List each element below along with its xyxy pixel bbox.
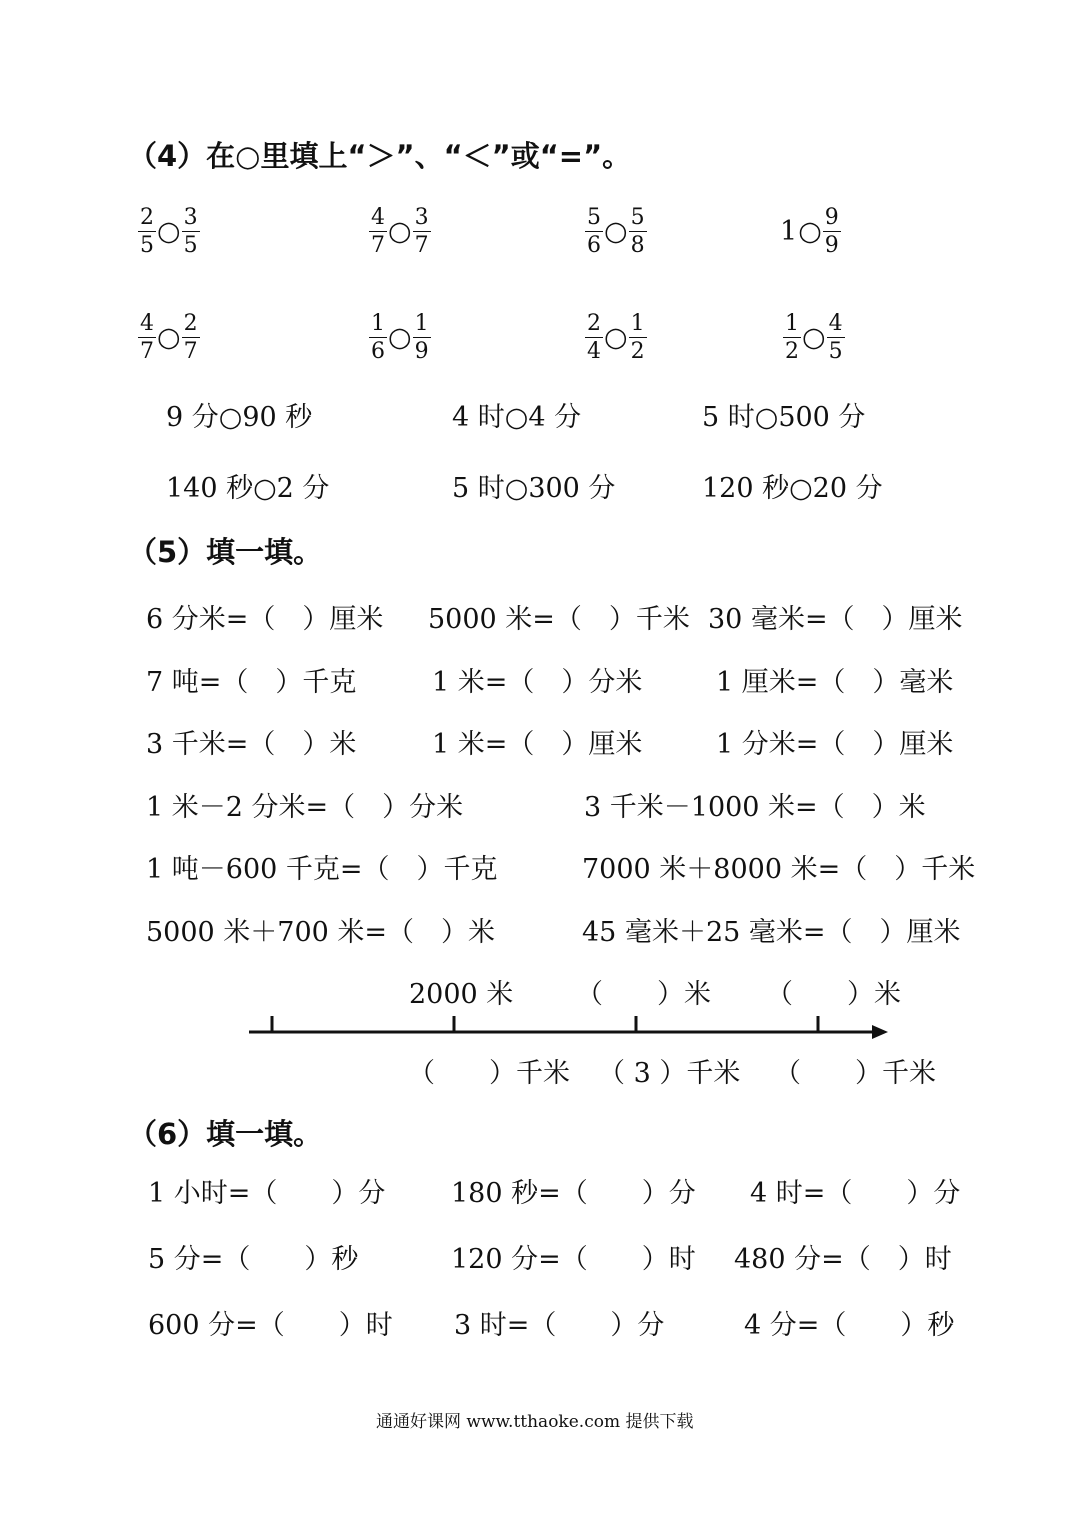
time-conversion-item: 4 时=（ ）分 [750,1178,961,1209]
compare-circle[interactable]: ○ [157,216,181,247]
fraction: $\frac{1}{2}$ [785,311,799,364]
fraction: $\frac{1}{2}$ [630,311,645,364]
fraction: $\frac{4}{7}$ [371,205,385,258]
compare-circle[interactable]: ○ [604,216,628,247]
time-conversion-item: 1 小时=（ ）分 [148,1178,386,1209]
footer-text: 通通好课网 www.tthaoke.com 提供下载 [376,1412,694,1432]
conversion-item: 6 分米=（ ）厘米 [146,604,384,635]
number-line-top-label: （ ）米 [576,979,711,1010]
fraction: $\frac{4}{7}$ [140,311,154,364]
time-conversion-item: 3 时=（ ）分 [454,1310,665,1341]
number-line-top-label: 2000 米 [409,979,514,1010]
conversion-item: 1 米－2 分米=（ ）分米 [146,792,464,823]
fraction: $\frac{5}{6}$ [587,205,601,258]
number-line-arrow [872,1025,888,1039]
time-compare: 4 时○4 分 [452,402,582,433]
conversion-item: 1 厘米=（ ）毫米 [716,667,954,698]
time-compare: 5 时○500 分 [702,402,866,433]
number-line-top-label: （ ）米 [766,979,901,1010]
compare-circle[interactable]: ○ [798,216,822,247]
conversion-item: 7 吨=（ ）千克 [146,667,357,698]
time-compare: 120 秒○20 分 [702,473,883,504]
time-compare: 140 秒○2 分 [166,473,330,504]
fraction: $\frac{3}{5}$ [183,205,198,258]
time-conversion-item: 600 分=（ ）时 [148,1310,393,1341]
number-line-bottom-label: （ ）千米 [774,1058,936,1089]
time-conversion-item: 180 秒=（ ）分 [451,1178,696,1209]
fraction: $\frac{2}{4}$ [587,311,601,364]
compare-circle[interactable]: ○ [802,322,826,353]
fraction: $\frac{1}{6}$ [371,311,385,364]
conversion-item: 1 米=（ ）分米 [432,667,643,698]
section-6-heading: （6）填一填。 [128,1117,323,1151]
compare-circle[interactable]: ○ [388,322,412,353]
conversion-item: 30 毫米=（ ）厘米 [708,604,963,635]
conversion-item: 1 分米=（ ）厘米 [716,729,954,760]
conversion-item: 1 吨－600 千克=（ ）千克 [146,854,498,885]
compare-circle[interactable]: ○ [388,216,412,247]
number-line-bottom-label: （ ）千米 [408,1058,570,1089]
whole-number: 1 [780,216,798,247]
time-conversion-item: 5 分=（ ）秒 [148,1244,359,1275]
fraction: $\frac{1}{9}$ [414,311,429,364]
conversion-item: 1 米=（ ）厘米 [432,729,643,760]
number-line-bottom-label: （ 3 ）千米 [598,1058,741,1089]
compare-circle[interactable]: ○ [157,322,181,353]
compare-circle[interactable]: ○ [604,322,628,353]
conversion-item: 5000 米=（ ）千米 [428,604,690,635]
fraction: $\frac{2}{5}$ [140,205,154,258]
fraction: $\frac{9}{9}$ [824,205,839,258]
time-conversion-item: 4 分=（ ）秒 [744,1310,955,1341]
conversion-item: 3 千米－1000 米=（ ）米 [584,792,926,823]
time-compare: 5 时○300 分 [452,473,616,504]
conversion-item: 5000 米＋700 米=（ ）米 [146,917,496,948]
conversion-item: 3 千米=（ ）米 [146,729,357,760]
fraction: $\frac{5}{8}$ [630,205,645,258]
conversion-item: 7000 米＋8000 米=（ ）千米 [582,854,976,885]
time-compare: 9 分○90 秒 [166,402,313,433]
conversion-item: 45 毫米＋25 毫米=（ ）厘米 [582,917,961,948]
fraction: $\frac{2}{7}$ [183,311,198,364]
fraction: $\frac{4}{5}$ [828,311,843,364]
section-4-heading: （4）在○里填上“＞”、“＜”或“=”。 [128,139,632,173]
section-5-heading: （5）填一填。 [128,535,323,569]
time-conversion-item: 480 分=（ ）时 [734,1244,952,1275]
time-conversion-item: 120 分=（ ）时 [451,1244,696,1275]
fraction: $\frac{3}{7}$ [414,205,429,258]
